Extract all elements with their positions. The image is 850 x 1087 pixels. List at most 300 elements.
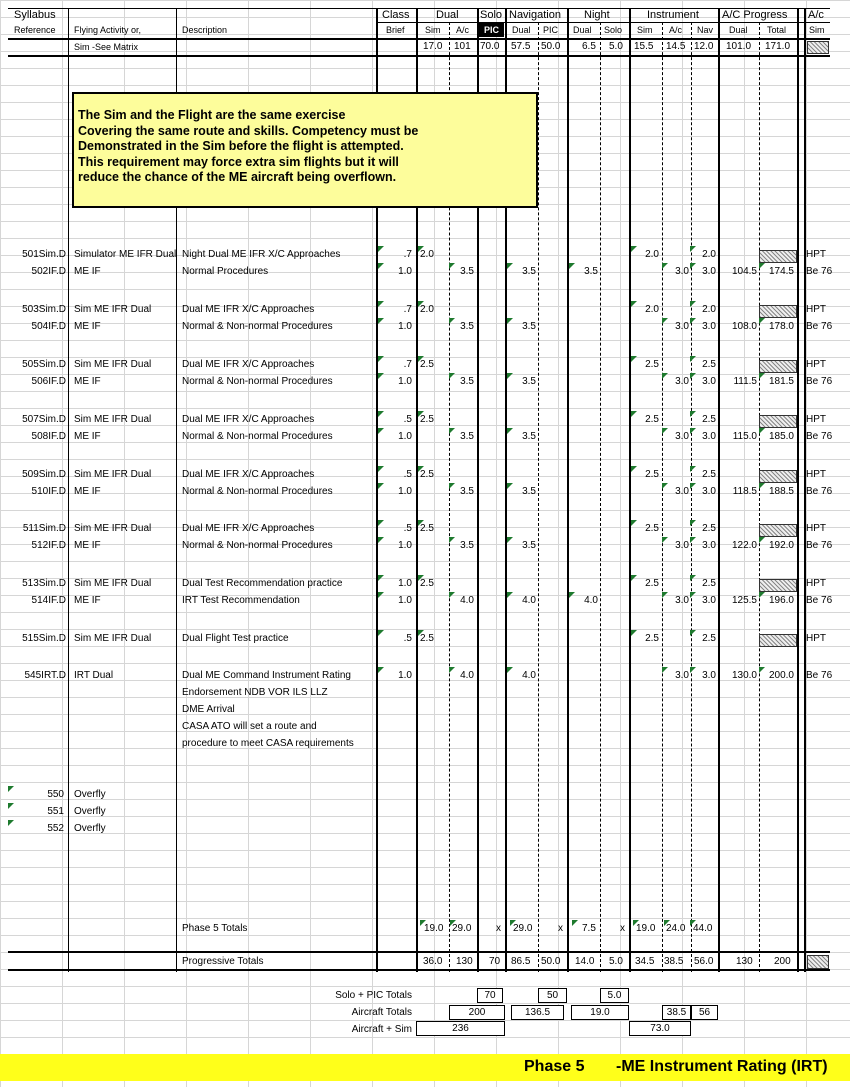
header-inst-sim: Sim — [637, 25, 653, 35]
note-box — [72, 92, 538, 208]
aircraft-sim-label: Aircraft + Sim — [351, 1024, 412, 1035]
row-inst-ac: 3.0 — [675, 595, 689, 606]
header-pic: PIC — [479, 23, 504, 37]
cell-flag-icon — [631, 246, 637, 252]
header-nav-pic: PIC — [543, 25, 559, 35]
row-ref: 510IF.D — [31, 486, 66, 497]
row-dual-sim: 2.0 — [420, 304, 434, 315]
phase-inst-nav: 44.0 — [693, 923, 713, 934]
row-inst-nav: 3.0 — [702, 431, 716, 442]
header-inst-nav: Nav — [697, 25, 714, 35]
phase-title: -ME Instrument Rating (IRT) — [616, 1058, 828, 1075]
row-activity: Sim ME IFR Dual — [74, 414, 152, 425]
header-solo: Solo — [480, 9, 503, 21]
header-dual-sim: Sim — [425, 25, 441, 35]
row-inst-sim: 2.5 — [645, 633, 659, 644]
row-activity: Sim ME IFR Dual — [74, 469, 152, 480]
irt-desc-line: procedure to meet CASA requirements — [182, 738, 354, 749]
cell-flag-icon — [378, 318, 384, 324]
row-nav-dual: 3.5 — [522, 431, 536, 442]
row-inst-sim: 2.5 — [645, 523, 659, 534]
cell-flag-icon — [631, 411, 637, 417]
header-flying-activity: Flying Activity or, — [74, 25, 142, 35]
row-activity: Sim ME IFR Dual — [74, 304, 152, 315]
cell-flag-icon — [759, 667, 765, 673]
cell-flag-icon — [690, 520, 696, 526]
hatched-cell — [759, 470, 797, 483]
cell-flag-icon — [507, 667, 513, 673]
row-brief: .7 — [403, 359, 412, 370]
note-line: reduce the chance of the ME aircraft being overflown. — [78, 170, 397, 184]
row-inst-ac: 3.0 — [675, 670, 689, 681]
row-inst-ac: 3.0 — [675, 486, 689, 497]
prog-night-solo: 5.0 — [609, 956, 623, 967]
row-inst-ac: 3.0 — [675, 266, 689, 277]
cell-flag-icon — [449, 483, 455, 489]
cell-flag-icon — [418, 301, 424, 307]
row-ref: 515Sim.D — [22, 633, 66, 644]
row-acsim: Be 76 — [806, 321, 833, 332]
row-dual-ac: 4.0 — [460, 670, 474, 681]
cell-flag-icon — [378, 373, 384, 379]
cell-flag-icon — [631, 356, 637, 362]
cell-flag-icon — [507, 483, 513, 489]
row-prog-total: 196.0 — [768, 595, 794, 606]
row-acsim: Be 76 — [806, 431, 833, 442]
row-dual-ac: 3.5 — [460, 486, 474, 497]
cell-flag-icon — [449, 667, 455, 673]
cell-flag-icon — [662, 667, 668, 673]
row-ref: 502IF.D — [31, 266, 66, 277]
cell-flag-icon — [378, 263, 384, 269]
row-prog-total: 174.5 — [768, 266, 794, 277]
row-acsim: Be 76 — [806, 376, 833, 387]
row-inst-ac: 3.0 — [675, 431, 689, 442]
cell-flag-icon — [507, 318, 513, 324]
row-dual-sim: 2.5 — [420, 469, 434, 480]
row-desc: Dual ME IFR X/C Approaches — [182, 304, 315, 315]
row-dual-sim: 2.5 — [420, 578, 434, 589]
header-ac-sim-2: Sim — [809, 25, 825, 35]
row-inst-sim: 2.5 — [645, 359, 659, 370]
header-night-solo: Solo — [604, 25, 623, 35]
cell-flag-icon — [507, 263, 513, 269]
cell-flag-icon — [378, 428, 384, 434]
header-dual: Dual — [436, 9, 459, 21]
hatched-cell — [759, 415, 797, 428]
row-activity: Sim ME IFR Dual — [74, 578, 152, 589]
row-activity: Simulator ME IFR Dual — [74, 249, 177, 260]
cell-flag-icon — [690, 411, 696, 417]
row-brief: .5 — [403, 414, 412, 425]
row-inst-ac: 3.0 — [675, 321, 689, 332]
row-acsim: HPT — [806, 359, 826, 370]
solo-pic-totals-label: Solo + PIC Totals — [335, 990, 412, 1001]
row-inst-nav: 2.5 — [702, 359, 716, 370]
phase-nav-dual: 29.0 — [513, 923, 533, 934]
cell-flag-icon — [759, 483, 765, 489]
cell-flag-icon — [690, 301, 696, 307]
cell-flag-icon — [507, 428, 513, 434]
row-activity: Sim ME IFR Dual — [74, 359, 152, 370]
cell-flag-icon — [449, 373, 455, 379]
row-nav-dual: 4.0 — [522, 670, 536, 681]
carry-prog-total: 171.0 — [765, 41, 791, 52]
row-dual-sim: 2.5 — [420, 633, 434, 644]
phase-dual-ac: 29.0 — [452, 923, 472, 934]
irt-desc-line: DME Arrival — [182, 704, 235, 715]
row-desc: Night Dual ME IFR X/C Approaches — [182, 249, 341, 260]
header-instrument: Instrument — [647, 9, 699, 21]
row-inst-sim: 2.0 — [645, 304, 659, 315]
header-class: Class — [382, 9, 410, 21]
cell-flag-icon — [418, 466, 424, 472]
row-night-dual: 3.5 — [584, 266, 598, 277]
row-prog-dual: 122.0 — [731, 540, 757, 551]
row-dual-ac: 3.5 — [460, 266, 474, 277]
phase-night-solo: x — [620, 923, 625, 934]
row-prog-dual: 111.5 — [733, 376, 757, 387]
row-nav-dual: 3.5 — [522, 540, 536, 551]
cell-flag-icon — [759, 592, 765, 598]
cell-flag-icon — [378, 592, 384, 598]
cell-flag-icon — [690, 575, 696, 581]
overfly-label: Overfly — [74, 823, 106, 834]
hatched-cell — [807, 41, 829, 54]
progressive-totals-label: Progressive Totals — [182, 956, 264, 967]
row-activity: ME IF — [74, 595, 101, 606]
row-desc: Dual Test Recommendation practice — [182, 578, 343, 589]
header-description: Description — [182, 25, 228, 35]
note-line: Demonstrated in the Sim before the flight is attempted. — [78, 139, 404, 153]
row-prog-dual: 104.5 — [731, 266, 757, 277]
row-dual-sim: 2.0 — [420, 249, 434, 260]
cell-flag-icon — [690, 263, 696, 269]
prog-inst-nav: 56.0 — [694, 956, 714, 967]
row-ref: 505Sim.D — [22, 359, 66, 370]
row-inst-nav: 3.0 — [702, 321, 716, 332]
phase-dual-sim: 19.0 — [424, 923, 444, 934]
header-syllabus: Syllabus — [14, 9, 56, 21]
row-ref: 501Sim.D — [22, 249, 66, 260]
prog-dual-sim: 36.0 — [423, 956, 443, 967]
hatched-cell — [759, 250, 797, 263]
cell-flag-icon — [418, 575, 424, 581]
aircraft-total-5: 56 — [691, 1005, 718, 1020]
phase-solo: x — [496, 923, 501, 934]
cell-flag-icon — [378, 630, 384, 636]
phase-totals-label: Phase 5 Totals — [182, 923, 248, 934]
row-desc: Normal & Non-normal Procedures — [182, 321, 333, 332]
solo-pic-total-3: 5.0 — [600, 988, 629, 1003]
row-acsim: HPT — [806, 523, 826, 534]
row-desc: Dual ME IFR X/C Approaches — [182, 523, 315, 534]
row-ref: 545IRT.D — [24, 670, 66, 681]
irt-desc-line: CASA ATO will set a route and — [182, 721, 317, 732]
row-dual-ac: 4.0 — [460, 595, 474, 606]
row-inst-nav: 3.0 — [702, 376, 716, 387]
row-inst-nav: 2.5 — [702, 414, 716, 425]
cell-flag-icon — [378, 246, 384, 252]
cell-flag-icon — [662, 537, 668, 543]
note-line: The Sim and the Flight are the same exercise — [78, 108, 346, 122]
row-desc: IRT Test Recommendation — [182, 595, 300, 606]
row-ref: 503Sim.D — [22, 304, 66, 315]
cell-flag-icon — [690, 318, 696, 324]
row-dual-ac: 3.5 — [460, 540, 474, 551]
header-night: Night — [584, 9, 610, 21]
hatched-cell — [759, 579, 797, 592]
aircraft-total-1: 200 — [449, 1005, 505, 1020]
cell-flag-icon — [690, 373, 696, 379]
prog-inst-ac: 38.5 — [664, 956, 684, 967]
cell-flag-icon — [662, 373, 668, 379]
overfly-number: 551 — [47, 806, 64, 817]
row-inst-nav: 2.0 — [702, 249, 716, 260]
cell-flag-icon — [631, 520, 637, 526]
prog-nav-pic: 50.0 — [541, 956, 561, 967]
aircraft-totals-label: Aircraft Totals — [351, 1007, 412, 1018]
cell-flag-icon — [759, 537, 765, 543]
cell-flag-icon — [378, 466, 384, 472]
row-acsim: Be 76 — [806, 540, 833, 551]
aircraft-sim-total-2: 73.0 — [629, 1021, 691, 1036]
row-desc: Normal & Non-normal Procedures — [182, 486, 333, 497]
row-acsim: Be 76 — [806, 595, 833, 606]
row-dual-ac: 3.5 — [460, 321, 474, 332]
phase-number: Phase 5 — [524, 1058, 585, 1075]
row-acsim: HPT — [806, 633, 826, 644]
header-dual-ac: A/c — [456, 25, 470, 35]
carry-dual-sim: 17.0 — [423, 41, 443, 52]
header-nav-dual: Dual — [512, 25, 531, 35]
row-inst-nav: 2.5 — [702, 469, 716, 480]
cell-flag-icon — [631, 466, 637, 472]
aircraft-total-2: 136.5 — [511, 1005, 564, 1020]
phase-banner — [0, 1054, 850, 1081]
overfly-number: 552 — [47, 823, 64, 834]
row-brief: .5 — [403, 469, 412, 480]
cell-flag-icon — [690, 483, 696, 489]
row-ref: 504IF.D — [31, 321, 66, 332]
header-inst-ac: A/c — [669, 25, 683, 35]
row-desc: Normal & Non-normal Procedures — [182, 540, 333, 551]
row-dual-sim: 2.5 — [420, 523, 434, 534]
row-inst-nav: 3.0 — [702, 540, 716, 551]
row-prog-total: 192.0 — [768, 540, 794, 551]
row-prog-total: 181.5 — [768, 376, 794, 387]
header-reference: Reference — [14, 25, 56, 35]
row-nav-dual: 3.5 — [522, 486, 536, 497]
row-brief: 1.0 — [398, 670, 412, 681]
row-prog-total: 188.5 — [768, 486, 794, 497]
header-navigation: Navigation — [509, 9, 561, 21]
header-ac-sim: A/c — [808, 9, 824, 21]
cell-flag-icon — [662, 483, 668, 489]
overfly-label: Overfly — [74, 806, 106, 817]
row-prog-total: 200.0 — [768, 670, 794, 681]
row-activity: ME IF — [74, 266, 101, 277]
row-desc: Dual ME IFR X/C Approaches — [182, 359, 315, 370]
cell-flag-icon — [418, 411, 424, 417]
row-nav-dual: 3.5 — [522, 266, 536, 277]
cell-flag-icon — [759, 263, 765, 269]
row-ref: 513Sim.D — [22, 578, 66, 589]
cell-flag-icon — [507, 373, 513, 379]
row-inst-nav: 3.0 — [702, 266, 716, 277]
row-inst-sim: 2.5 — [645, 469, 659, 480]
carry-night-solo: 5.0 — [609, 41, 623, 52]
cell-flag-icon — [662, 428, 668, 434]
row-inst-nav: 2.5 — [702, 578, 716, 589]
cell-flag-icon — [662, 592, 668, 598]
header-ac-progress: A/C Progress — [722, 9, 788, 21]
row-brief: .5 — [403, 633, 412, 644]
hatched-cell — [759, 305, 797, 318]
prog-ac-dual: 130 — [736, 956, 753, 967]
cell-flag-icon — [449, 318, 455, 324]
solo-pic-total-2: 50 — [538, 988, 567, 1003]
carry-solo-pic: 70.0 — [480, 41, 500, 52]
row-prog-dual: 118.5 — [732, 486, 757, 497]
row-desc: Normal & Non-normal Procedures — [182, 376, 333, 387]
cell-flag-icon — [631, 301, 637, 307]
row-acsim: Be 76 — [806, 266, 833, 277]
cell-flag-icon — [631, 575, 637, 581]
irt-desc-line: Endorsement NDB VOR ILS LLZ — [182, 687, 328, 698]
row-inst-nav: 2.5 — [702, 523, 716, 534]
row-prog-dual: 108.0 — [731, 321, 757, 332]
cell-flag-icon — [690, 466, 696, 472]
row-inst-nav: 3.0 — [702, 595, 716, 606]
cell-flag-icon — [418, 520, 424, 526]
carry-night-dual: 6.5 — [582, 41, 596, 52]
cell-flag-icon — [378, 575, 384, 581]
phase-night-dual: 7.5 — [582, 923, 596, 934]
carry-nav-pic: 50.0 — [541, 41, 561, 52]
row-desc: Dual Flight Test practice — [182, 633, 289, 644]
header-sim-see-matrix: Sim -See Matrix — [74, 42, 139, 52]
row-ref: 509Sim.D — [22, 469, 66, 480]
row-nav-dual: 3.5 — [522, 376, 536, 387]
row-ref: 506IF.D — [31, 376, 66, 387]
row-brief: 1.0 — [398, 540, 412, 551]
cell-flag-icon — [378, 356, 384, 362]
cell-flag-icon — [569, 592, 575, 598]
row-brief: 1.0 — [398, 376, 412, 387]
row-inst-ac: 3.0 — [675, 540, 689, 551]
cell-flag-icon — [690, 356, 696, 362]
row-brief: 1.0 — [398, 595, 412, 606]
cell-flag-icon — [759, 318, 765, 324]
row-acsim: HPT — [806, 414, 826, 425]
cell-flag-icon — [378, 301, 384, 307]
row-desc: Dual ME Command Instrument Rating — [182, 670, 351, 681]
hatched-cell — [807, 955, 829, 969]
hatched-cell — [759, 524, 797, 537]
row-activity: ME IF — [74, 540, 101, 551]
row-night-dual: 4.0 — [584, 595, 598, 606]
header-prog-dual: Dual — [729, 25, 748, 35]
row-brief: .7 — [403, 304, 412, 315]
header-brief: Brief — [386, 25, 405, 35]
cell-flag-icon — [418, 356, 424, 362]
phase-inst-ac: 24.0 — [666, 923, 686, 934]
row-brief: 1.0 — [398, 486, 412, 497]
cell-flag-icon — [449, 428, 455, 434]
row-desc: Dual ME IFR X/C Approaches — [182, 414, 315, 425]
row-acsim: HPT — [806, 469, 826, 480]
cell-flag-icon — [690, 630, 696, 636]
solo-pic-total-1: 70 — [477, 988, 503, 1003]
row-activity: ME IF — [74, 431, 101, 442]
row-desc: Dual ME IFR X/C Approaches — [182, 469, 315, 480]
cell-flag-icon — [690, 592, 696, 598]
carry-prog-dual: 101.0 — [726, 41, 752, 52]
prog-dual-ac: 130 — [456, 956, 473, 967]
row-prog-total: 178.0 — [768, 321, 794, 332]
row-activity: Sim ME IFR Dual — [74, 523, 152, 534]
row-inst-nav: 2.0 — [702, 304, 716, 315]
overfly-number: 550 — [47, 789, 64, 800]
cell-flag-icon — [690, 537, 696, 543]
row-brief: .7 — [403, 249, 412, 260]
row-ref: 514IF.D — [31, 595, 66, 606]
row-desc: Normal Procedures — [182, 266, 269, 277]
header-night-dual: Dual — [573, 25, 592, 35]
hatched-cell — [759, 634, 797, 647]
row-nav-dual: 4.0 — [522, 595, 536, 606]
row-activity: ME IF — [74, 321, 101, 332]
row-inst-sim: 2.5 — [645, 414, 659, 425]
cell-flag-icon — [507, 592, 513, 598]
row-dual-ac: 3.5 — [460, 376, 474, 387]
row-dual-ac: 3.5 — [460, 431, 474, 442]
aircraft-sim-total-1: 236 — [416, 1021, 505, 1036]
row-acsim: Be 76 — [806, 486, 833, 497]
cell-flag-icon — [662, 318, 668, 324]
cell-flag-icon — [690, 667, 696, 673]
note-line: Covering the same route and skills. Competency must be — [78, 123, 419, 138]
carry-inst-sim: 15.5 — [634, 41, 654, 52]
cell-flag-icon — [418, 630, 424, 636]
row-activity: Sim ME IFR Dual — [74, 633, 152, 644]
cell-flag-icon — [378, 520, 384, 526]
row-nav-dual: 3.5 — [522, 321, 536, 332]
row-inst-nav: 3.0 — [702, 670, 716, 681]
row-acsim: Be 76 — [806, 670, 833, 681]
row-acsim: HPT — [806, 249, 826, 260]
row-activity: ME IF — [74, 376, 101, 387]
cell-flag-icon — [759, 428, 765, 434]
row-ref: 512IF.D — [31, 540, 66, 551]
cell-flag-icon — [507, 537, 513, 543]
prog-ac-total: 200 — [774, 956, 791, 967]
row-prog-total: 185.0 — [768, 431, 794, 442]
aircraft-total-4: 38.5 — [662, 1005, 691, 1020]
row-inst-ac: 3.0 — [675, 376, 689, 387]
row-brief: 1.0 — [398, 578, 412, 589]
row-acsim: HPT — [806, 578, 826, 589]
row-desc: Normal & Non-normal Procedures — [182, 431, 333, 442]
carry-dual-ac: 101 — [454, 41, 471, 52]
prog-night-dual: 14.0 — [575, 956, 595, 967]
row-dual-sim: 2.5 — [420, 414, 434, 425]
phase-nav-pic: x — [558, 923, 563, 934]
aircraft-total-3: 19.0 — [571, 1005, 629, 1020]
row-activity: IRT Dual — [74, 670, 114, 681]
cell-flag-icon — [631, 630, 637, 636]
